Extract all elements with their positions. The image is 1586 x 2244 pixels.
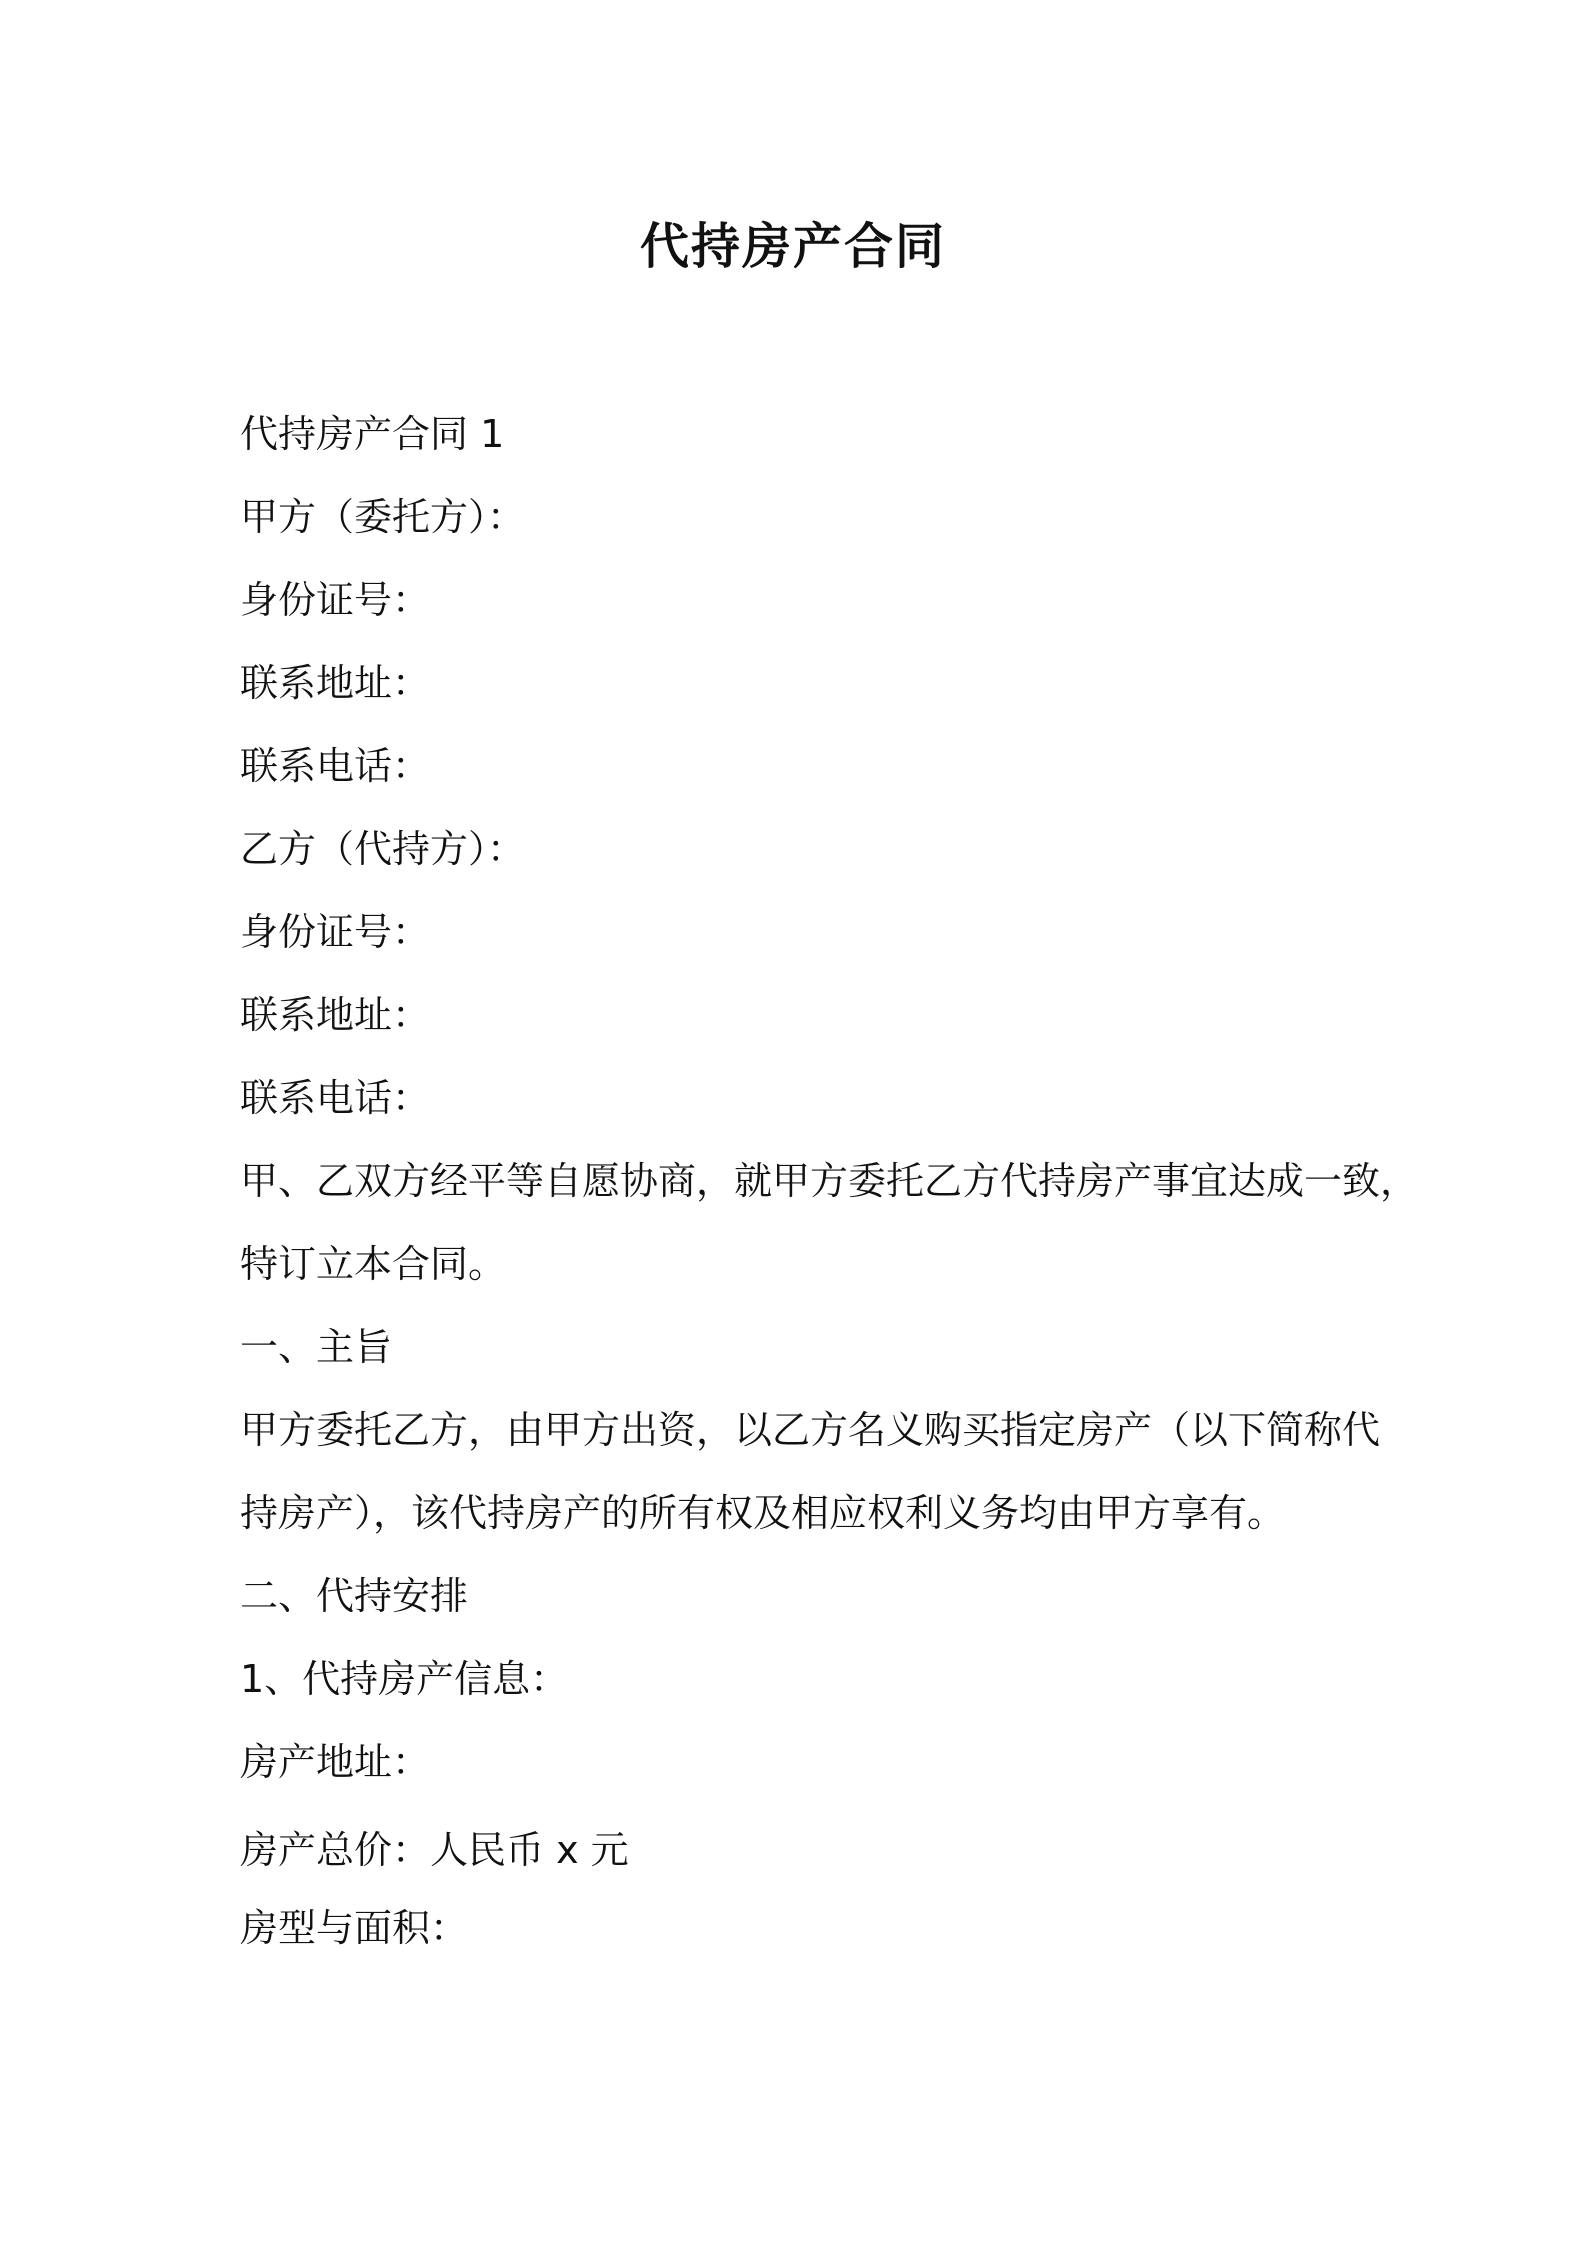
document-title: 代持房产合同 [639,218,946,275]
purpose-line-2: 持房产），该代持房产的所有权及相应权利义务均由甲方享有。 [240,1491,1286,1535]
preamble-line-2: 特订立本合同。 [240,1242,507,1286]
party-a-address-label: 联系地址： [240,661,431,705]
section-heading-arrangement: 二、代持安排 [240,1574,469,1618]
party-b-phone-label: 联系电话： [240,1076,431,1120]
party-b-address-label: 联系地址： [240,993,431,1037]
property-price-label: 房产总价：人民币 x 元 [240,1828,629,1872]
party-b-label: 乙方（代持方）： [240,827,526,871]
section-heading-purpose: 一、主旨 [240,1325,393,1369]
party-a-id-label: 身份证号： [240,578,431,622]
party-a-phone-label: 联系电话： [240,744,431,788]
property-address-label: 房产地址： [240,1740,431,1784]
purpose-line-1: 甲方委托乙方，由甲方出资，以乙方名义购买指定房产（以下简称代 [240,1408,1381,1452]
property-info-heading: 1、代持房产信息： [240,1657,569,1701]
party-b-id-label: 身份证号： [240,910,431,954]
preamble-line-1: 甲、乙双方经平等自愿协商，就甲方委托乙方代持房产事宜达成一致， [240,1159,1419,1203]
contract-subtitle: 代持房产合同 1 [240,412,505,456]
property-layout-area-label: 房型与面积： [240,1906,469,1950]
party-a-label: 甲方（委托方）： [240,495,526,539]
